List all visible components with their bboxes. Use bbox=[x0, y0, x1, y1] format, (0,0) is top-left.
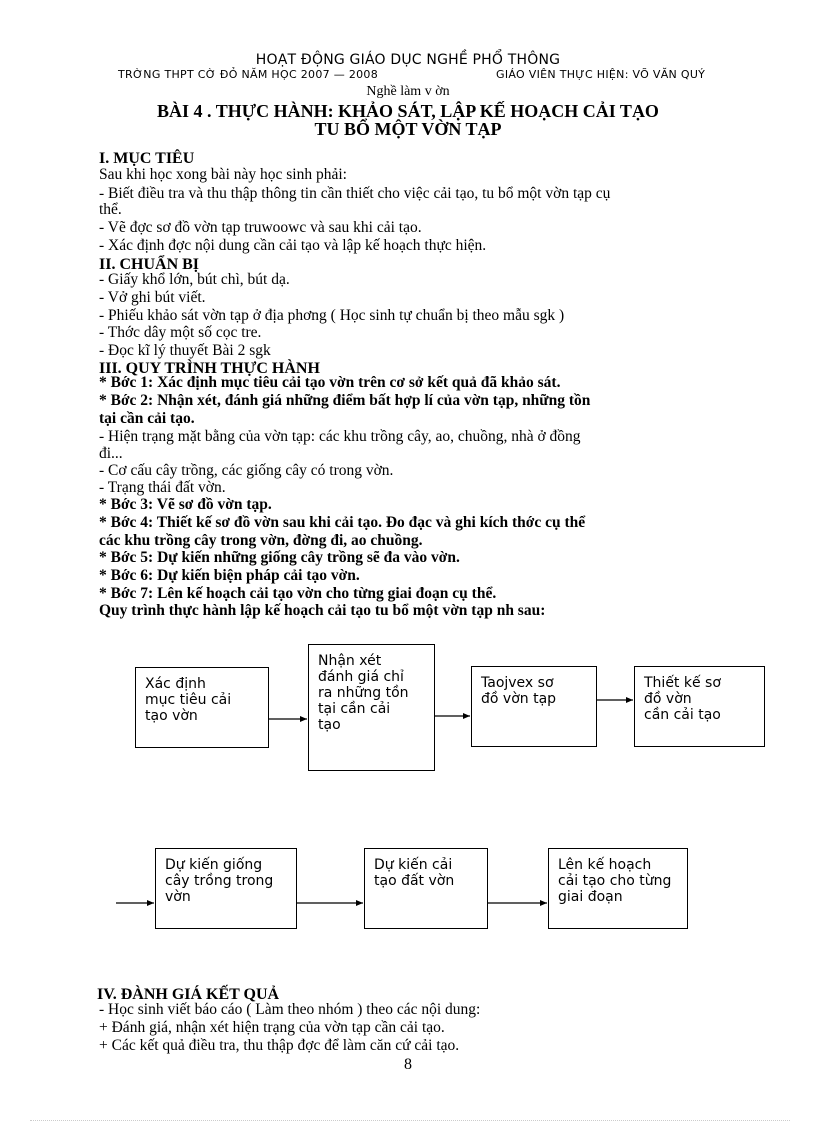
page-number: 8 bbox=[404, 1056, 412, 1073]
header-program: HOẠT ĐỘNG GIÁO DỤC NGHỀ PHỔ THÔNG bbox=[255, 52, 561, 68]
header-teacher: GIÁO VIÊN THỰC HIỆN: VÕ VĂN QUÝ bbox=[496, 68, 706, 81]
step-2-detail: - Trạng thái đất vờn. bbox=[99, 479, 226, 496]
section-4-line: + Các kết quả điều tra, thu thập đợc để làm căn cứ cải tạo. bbox=[99, 1037, 460, 1054]
step-2-detail: đi... bbox=[99, 445, 123, 462]
step-3: * Bớc 3: Vẽ sơ đồ vờn tạp. bbox=[99, 496, 272, 513]
step-1: * Bớc 1: Xác định mục tiêu cải tạo vờn trên cơ sở kết quả đã khảo sát. bbox=[99, 374, 561, 391]
section-4-line: - Học sinh viết báo cáo ( Làm theo nhóm ) theo các nội dung: bbox=[99, 1001, 481, 1018]
section-4-heading: IV. ĐÀNH GIÁ KẾT QUẢ bbox=[97, 986, 280, 1003]
flow-box-define-goals: Xác định mục tiêu cải tạo vờn bbox=[135, 667, 269, 748]
step-4-line1: * Bớc 4: Thiết kế sơ đồ vờn sau khi cải tạo. Đo đạc và ghi kích thớc cụ thể bbox=[99, 514, 586, 531]
flow-box-plant-varieties: Dự kiến giống cây trồng trong vờn bbox=[155, 848, 297, 929]
flow-box-assess: Nhận xét đánh giá chỉ ra những tồn tại cần cải tạo bbox=[308, 644, 435, 771]
section-2-line: - Thớc dây một số cọc tre. bbox=[99, 324, 262, 341]
step-4-line2: các khu trồng cây trong vờn, đờng đi, ao chuồng. bbox=[99, 532, 423, 549]
section-2-line: - Phiếu khảo sát vờn tạp ở địa phơng ( Học sinh tự chuẩn bị theo mẫu sgk ) bbox=[99, 307, 565, 324]
section-1-line: - Biết điều tra và thu thập thông tin cần thiết cho việc cải tạo, tu bổ một vờn tạp cụ bbox=[99, 185, 611, 202]
section-2-heading: II. CHUẨN BỊ bbox=[99, 256, 200, 273]
step-7: * Bớc 7: Lên kế hoạch cải tạo vờn cho từng giai đoạn cụ thể. bbox=[99, 585, 497, 602]
section-1-line: Sau khi học xong bài này học sinh phải: bbox=[99, 166, 347, 183]
step-2-line2: tại cần cải tạo. bbox=[99, 410, 195, 427]
flow-box-draw-current: Taojvex sơ đồ vờn tạp bbox=[471, 666, 597, 747]
step-6: * Bớc 6: Dự kiến biện pháp cải tạo vờn. bbox=[99, 567, 360, 584]
header-subject: Nghề làm v ờn bbox=[366, 84, 450, 99]
step-2-detail: - Cơ cấu cây trồng, các giống cây có trong vờn. bbox=[99, 462, 394, 479]
section-2-line: - Đọc kĩ lý thuyết Bài 2 sgk bbox=[99, 342, 271, 359]
flow-box-phase-plan: Lên kế hoạch cải tạo cho từng giai đoạn bbox=[548, 848, 688, 929]
flow-box-soil-improvement: Dự kiến cải tạo đất vờn bbox=[364, 848, 488, 929]
section-2-line: - Vở ghi bút viết. bbox=[99, 289, 206, 306]
step-5: * Bớc 5: Dự kiến những giống cây trồng sẽ đa vào vờn. bbox=[99, 549, 460, 566]
section-4-line: + Đánh giá, nhận xét hiện trạng của vờn tạp cần cải tạo. bbox=[99, 1019, 445, 1036]
section-2-line: - Giấy khổ lớn, bút chì, bút dạ. bbox=[99, 271, 290, 288]
section-3-heading: III. QUY TRÌNH THỰC HÀNH bbox=[99, 360, 320, 377]
step-2-detail: - Hiện trạng mặt bằng của vờn tạp: các khu trồng cây, ao, chuồng, nhà ở đồng bbox=[99, 428, 581, 445]
flow-box-design-new: Thiết kế sơ đồ vờn cần cải tạo bbox=[634, 666, 765, 747]
section-1-line: thể. bbox=[99, 201, 122, 218]
section-1-line: - Xác định đợc nội dung cần cải tạo và lập kế hoạch thực hiện. bbox=[99, 237, 487, 254]
section-1-heading: I. MỤC TIÊU bbox=[99, 150, 195, 167]
section-1-line: - Vẽ đợc sơ đồ vờn tạp truwoowc và sau khi cải tạo. bbox=[99, 219, 422, 236]
header-school: TRỜNG THPT CỜ ĐỎ NĂM HỌC 2007 — 2008 bbox=[118, 68, 379, 81]
footer-divider bbox=[30, 1120, 790, 1121]
lesson-title-line2: TU BỔ MỘT VỜN TẠP bbox=[314, 119, 502, 139]
flow-intro: Quy trình thực hành lập kế hoạch cải tạo tu bổ một vờn tạp nh sau: bbox=[99, 602, 546, 619]
lesson-title-line1: BÀI 4 . THỰC HÀNH: KHẢO SÁT, LẬP KẾ HOẠCH CẢI TẠO bbox=[157, 101, 659, 121]
step-2-line1: * Bớc 2: Nhận xét, đánh giá những điểm bất hợp lí của vờn tạp, những tồn bbox=[99, 392, 591, 409]
